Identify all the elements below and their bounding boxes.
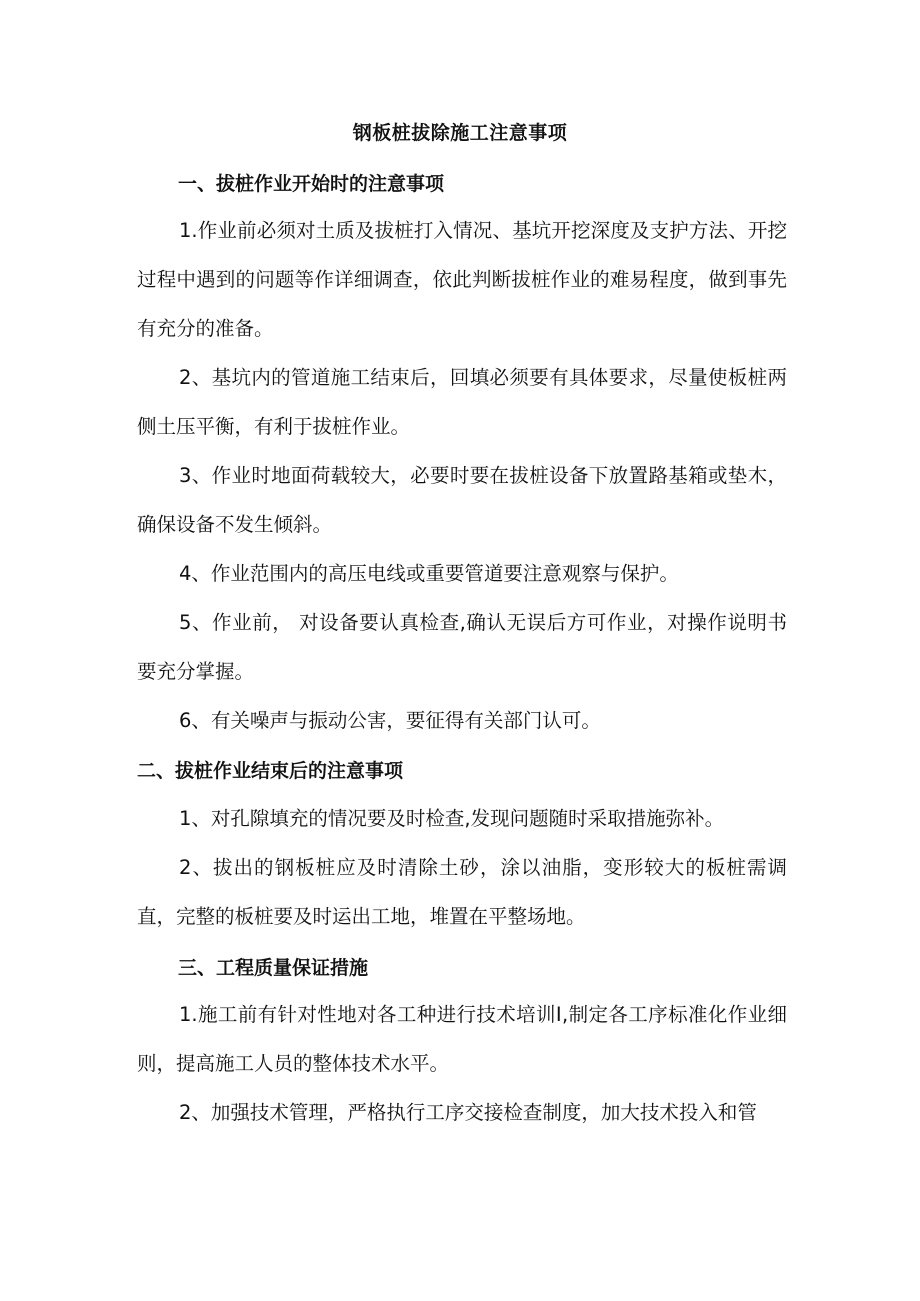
paragraph-1-2: 2、基坑内的管道施工结束后，回填必须要有具体要求，尽量使板桩两侧土压平衡，有利于拔桩作业。 [137,366,787,438]
paragraph-1-1: 1.作业前必须对土质及拔桩打入情况、基坑开挖深度及支护方法、开挖过程中遇到的问题等作详细调查，依此判断拔桩作业的难易程度，做到事先有充分的准备。 [137,219,787,340]
paragraph-1-5: 5、作业前， 对设备要认真检查,确认无误后方可作业，对操作说明书要充分掌握。 [137,611,787,683]
paragraph-1-6: 6、有关噪声与振动公害，要征得有关部门认可。 [179,709,601,732]
section-heading-1: 一、拔桩作业开始时的注意事项 [178,173,445,195]
document-title: 钢板桩拔除施工注意事项 [352,122,568,144]
paragraph-1-4: 4、作业范围内的高压电线或重要管道要注意观察与保护。 [179,562,679,585]
paragraph-2-1: 1、对孔隙填充的情况要及时检查,发现问题随时采取措施弥补。 [179,807,725,830]
paragraph-2-2: 2、拔出的钢板桩应及时清除土砂，涂以油脂，变形较大的板桩需调直，完整的板桩要及时运出工地，堆置在平整场地。 [137,856,787,928]
paragraph-3-2: 2、加强技术管理，严格执行工序交接检查制度，加大技术投入和管 [179,1101,757,1124]
paragraph-1-3: 3、作业时地面荷载较大，必要时要在拔桩设备下放置路基箱或垫木，确保设备不发生倾斜。 [137,464,787,536]
paragraph-3-1: 1.施工前有针对性地对各工种进行技术培训Ⅰ,制定各工序标准化作业细则，提高施工人员的整体技术水平。 [137,1003,787,1075]
section-heading-2: 二、拔桩作业结束后的注意事项 [137,760,404,782]
section-heading-3: 三、工程质量保证措施 [178,957,369,979]
